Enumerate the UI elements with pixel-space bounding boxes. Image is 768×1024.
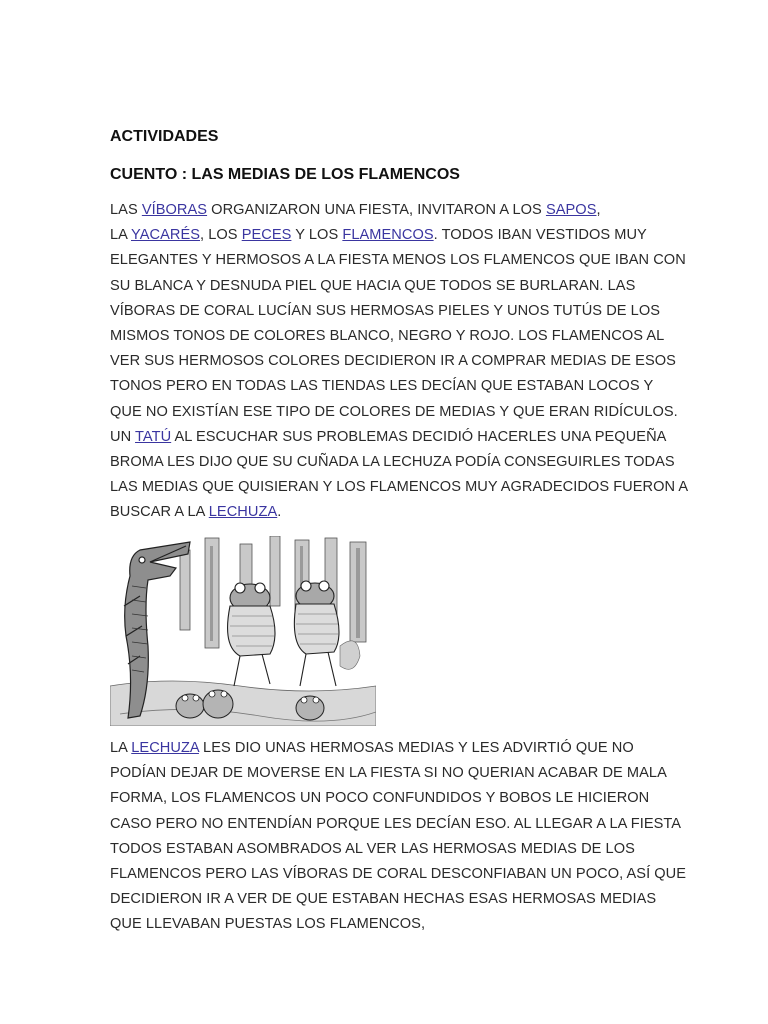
text-segment: LA: [110, 227, 131, 244]
text-segment: UN: [110, 428, 136, 445]
text-segment: LA: [110, 740, 132, 756]
text-line: [110, 374, 740, 399]
text-line: [110, 299, 740, 324]
text-segment: ELEGANTES Y HERMOSOS A LA FIESTA MENOS LOS FLAMENCOS QUE IBAN CON: [110, 252, 686, 269]
text-segment: . TODOS IBAN VESTIDOS MUY: [433, 227, 647, 244]
text-line: [110, 349, 740, 374]
text-segment: SU BLANCA Y DESNUDA PIEL QUE HACIA QUE TODOS SE BURLARAN. LAS: [110, 277, 636, 294]
text-line: [110, 198, 740, 223]
text-line: [110, 812, 740, 837]
text-segment: AL ESCUCHAR SUS PROBLEMAS DECIDIÓ HACERLES UNA PEQUEÑA: [171, 428, 667, 445]
text-segment: PODÍAN DEJAR DE MOVERSE EN LA FIESTA SI NO QUERIAN ACABAR DE MALA: [110, 765, 667, 782]
text-line: [110, 786, 740, 811]
text-line: [110, 887, 740, 912]
text-segment: Y LOS: [291, 227, 343, 244]
text-line: [110, 400, 740, 425]
text-segment: TONOS PERO EN TODAS LAS TIENDAS LES DECÍAN QUE ESTABAN LOCOS Y: [110, 378, 654, 395]
text-line: [110, 761, 740, 786]
text-line: [110, 425, 740, 450]
text-line: [110, 736, 740, 761]
text-line: [110, 912, 740, 937]
text-segment: , LOS: [200, 227, 242, 244]
text-segment: CASO PERO NO ENTENDÍAN PORQUE LES DECÍAN ESO. AL LLEGAR A LA FIESTA: [110, 815, 682, 832]
text-segment: LAS MEDIAS QUE QUISIERAN Y LOS FLAMENCOS MUY AGRADECIDOS FUERON A: [110, 479, 689, 496]
text-line: [110, 862, 740, 887]
text-segment: VÍBORAS DE CORAL LUCÍAN SUS HERMOSAS PIELES Y UNOS TUTÚS DE LOS: [110, 302, 661, 319]
text-segment: .: [277, 504, 282, 521]
text-segment: FORMA, LOS FLAMENCOS UN POCO CONFUNDIDOS Y BOBOS LE HICIERON: [110, 790, 650, 807]
link-flamencos[interactable]: FLAMENCOS: [342, 227, 434, 244]
link-lechuza[interactable]: LECHUZA: [131, 740, 199, 756]
text-segment: VER SUS HERMOSOS COLORES DECIDIERON IR A COMPRAR MEDIAS DE ESOS: [110, 353, 676, 370]
text-segment: FLAMENCOS PERO LAS VÍBORAS DE CORAL DESCONFIABAN UN POCO, ASÍ QUE: [110, 865, 687, 882]
link-sapos[interactable]: SAPOS: [545, 202, 597, 218]
text-segment: QUE NO EXISTÍAN ESE TIPO DE COLORES DE MEDIAS Y QUE ERAN RIDÍCULOS.: [110, 403, 678, 420]
text-segment: LES DIO UNAS HERMOSAS MEDIAS Y LES ADVIRTIÓ QUE NO: [198, 740, 634, 756]
story-illustration: [110, 536, 376, 726]
text-line: [110, 500, 740, 525]
paragraph-2: [110, 736, 740, 938]
text-line: [110, 475, 740, 500]
text-segment: ,: [596, 202, 601, 218]
paragraph-1: [110, 198, 740, 525]
story-title: CUENTO : LAS MEDIAS DE LOS FLAMENCOS: [110, 166, 460, 183]
text-line: [110, 450, 740, 475]
text-segment: MISMOS TONOS DE COLORES BLANCO, NEGRO Y ROJO. LOS FLAMENCOS AL: [110, 327, 665, 344]
link-yacarés[interactable]: YACARÉS: [131, 227, 201, 244]
text-segment: BROMA LES DIJO QUE SU CUÑADA LA LECHUZA PODÍA CONSEGUIRLES TODAS: [110, 453, 675, 470]
link-víboras[interactable]: VÍBORAS: [141, 202, 208, 218]
link-tatú[interactable]: TATÚ: [135, 428, 172, 445]
page-heading: ACTIVIDADES: [110, 128, 219, 145]
text-line: [110, 248, 740, 273]
text-segment: LAS: [110, 202, 142, 218]
text-segment: ORGANIZARON UNA FIESTA, INVITARON A LOS: [207, 202, 546, 218]
link-peces[interactable]: PECES: [241, 227, 292, 244]
text-segment: BUSCAR A LA: [110, 504, 209, 521]
text-line: [110, 324, 740, 349]
text-segment: QUE LLEVABAN PUESTAS LOS FLAMENCOS,: [110, 916, 426, 933]
text-segment: TODOS ESTABAN ASOMBRADOS AL VER LAS HERMOSAS MEDIAS DE LOS: [110, 840, 635, 857]
text-line: [110, 223, 740, 248]
text-line: [110, 274, 740, 299]
text-line: [110, 837, 740, 862]
text-segment: DECIDIERON IR A VER DE QUE ESTABAN HECHAS ESAS HERMOSAS MEDIAS: [110, 891, 657, 908]
link-lechuza[interactable]: LECHUZA: [208, 504, 278, 521]
